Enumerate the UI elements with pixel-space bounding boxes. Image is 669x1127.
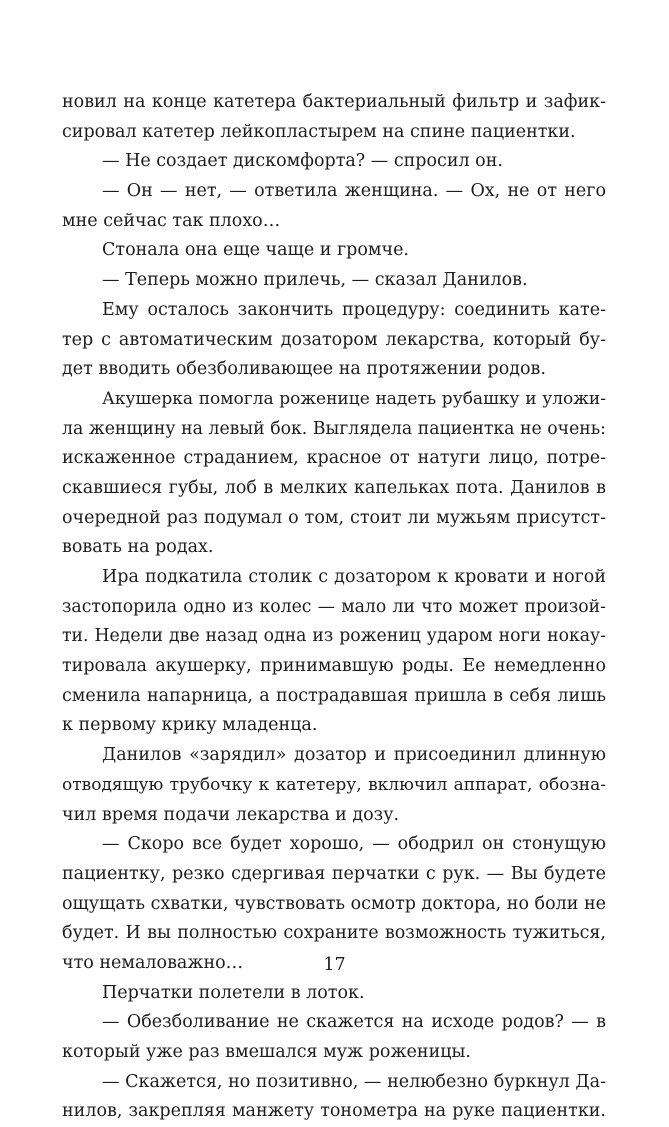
- text-line: тер с автоматическим дозатором лекарства, который бу-: [62, 329, 606, 350]
- text-line: скавшиеся губы, лоб в мелких капельках пота. Данилов в: [62, 477, 606, 498]
- text-line: Данилов «зарядил» дозатор и присоединил длинную: [102, 745, 606, 766]
- text-line: чил время подачи лекарства и дозу.: [62, 804, 400, 825]
- text-line: Перчатки полетели в лоток.: [102, 982, 365, 1003]
- text-line: Ира подкатила столик с дозатором к кровати и ногой: [102, 567, 606, 587]
- text-line: пациентку, резко сдергивая перчатки с рук. — Вы будете: [62, 863, 606, 884]
- text-line: сировал катетер лейкопластырем на спине пациентки.: [62, 121, 576, 142]
- text-line: — Теперь можно прилечь, — сказал Данилов.: [102, 270, 528, 291]
- page-number: 17: [323, 955, 346, 975]
- text-line: будет. И вы полностью сохраните возможность тужиться,: [62, 923, 606, 944]
- text-line: — Он — нет, — ответила женщина. — Ох, не от него: [102, 181, 606, 202]
- text-line: мне сейчас так плохо…: [62, 210, 281, 231]
- text-line: — Не создает дискомфорта? — спросил он.: [102, 151, 503, 172]
- text-line: тировала акушерку, принимавшую роды. Ее немедленно: [62, 656, 606, 677]
- text-line: который уже раз вмешался муж роженицы.: [62, 1042, 471, 1062]
- text-line: застопорила одно из колес — мало ли что может произой-: [62, 596, 606, 617]
- text-line: очередной раз подумал о том, стоит ли мужьям присутст-: [62, 507, 606, 528]
- text-line: Ему осталось закончить процедуру: соединить кате-: [102, 299, 606, 320]
- text-line: что немаловажно…: [62, 952, 244, 973]
- text-line: новил на конце катетера бактериальный фильтр и зафик-: [62, 92, 606, 112]
- text-line: — Обезболивание не скажется на исходе родов? — в: [102, 1012, 606, 1033]
- text-line: отводящую трубочку к катетеру, включил аппарат, обозна-: [62, 774, 606, 795]
- text-line: нилов, закрепляя манжету тонометра на руке пациентки.: [62, 1101, 606, 1122]
- text-line: ощущать схватки, чувствовать осмотр доктора, но боли не: [62, 893, 606, 914]
- text-line: дет вводить обезболивающее на протяжении родов.: [62, 359, 546, 380]
- text-line: к первому крику младенца.: [62, 715, 318, 736]
- text-line: вовать на родах.: [62, 537, 214, 558]
- text-line: — Скажется, но позитивно, — нелюбезно буркнул Да-: [102, 1071, 606, 1092]
- text-line: ла женщину на левый бок. Выглядела пациентка не очень:: [62, 418, 606, 439]
- text-line: — Скоро все будет хорошо, — ободрил он стонущую: [102, 834, 606, 855]
- text-line: Стонала она еще чаще и громче.: [102, 240, 409, 261]
- text-line: сменила напарница, а пострадавшая пришла в себя лишь: [62, 685, 606, 706]
- text-line: Акушерка помогла роженице надеть рубашку и уложи-: [102, 388, 606, 409]
- text-line: искаженное страданием, красное от натуги лицо, потре-: [62, 448, 606, 469]
- text-line: ти. Недели две назад одна из рожениц ударом ноги нокау-: [62, 626, 606, 647]
